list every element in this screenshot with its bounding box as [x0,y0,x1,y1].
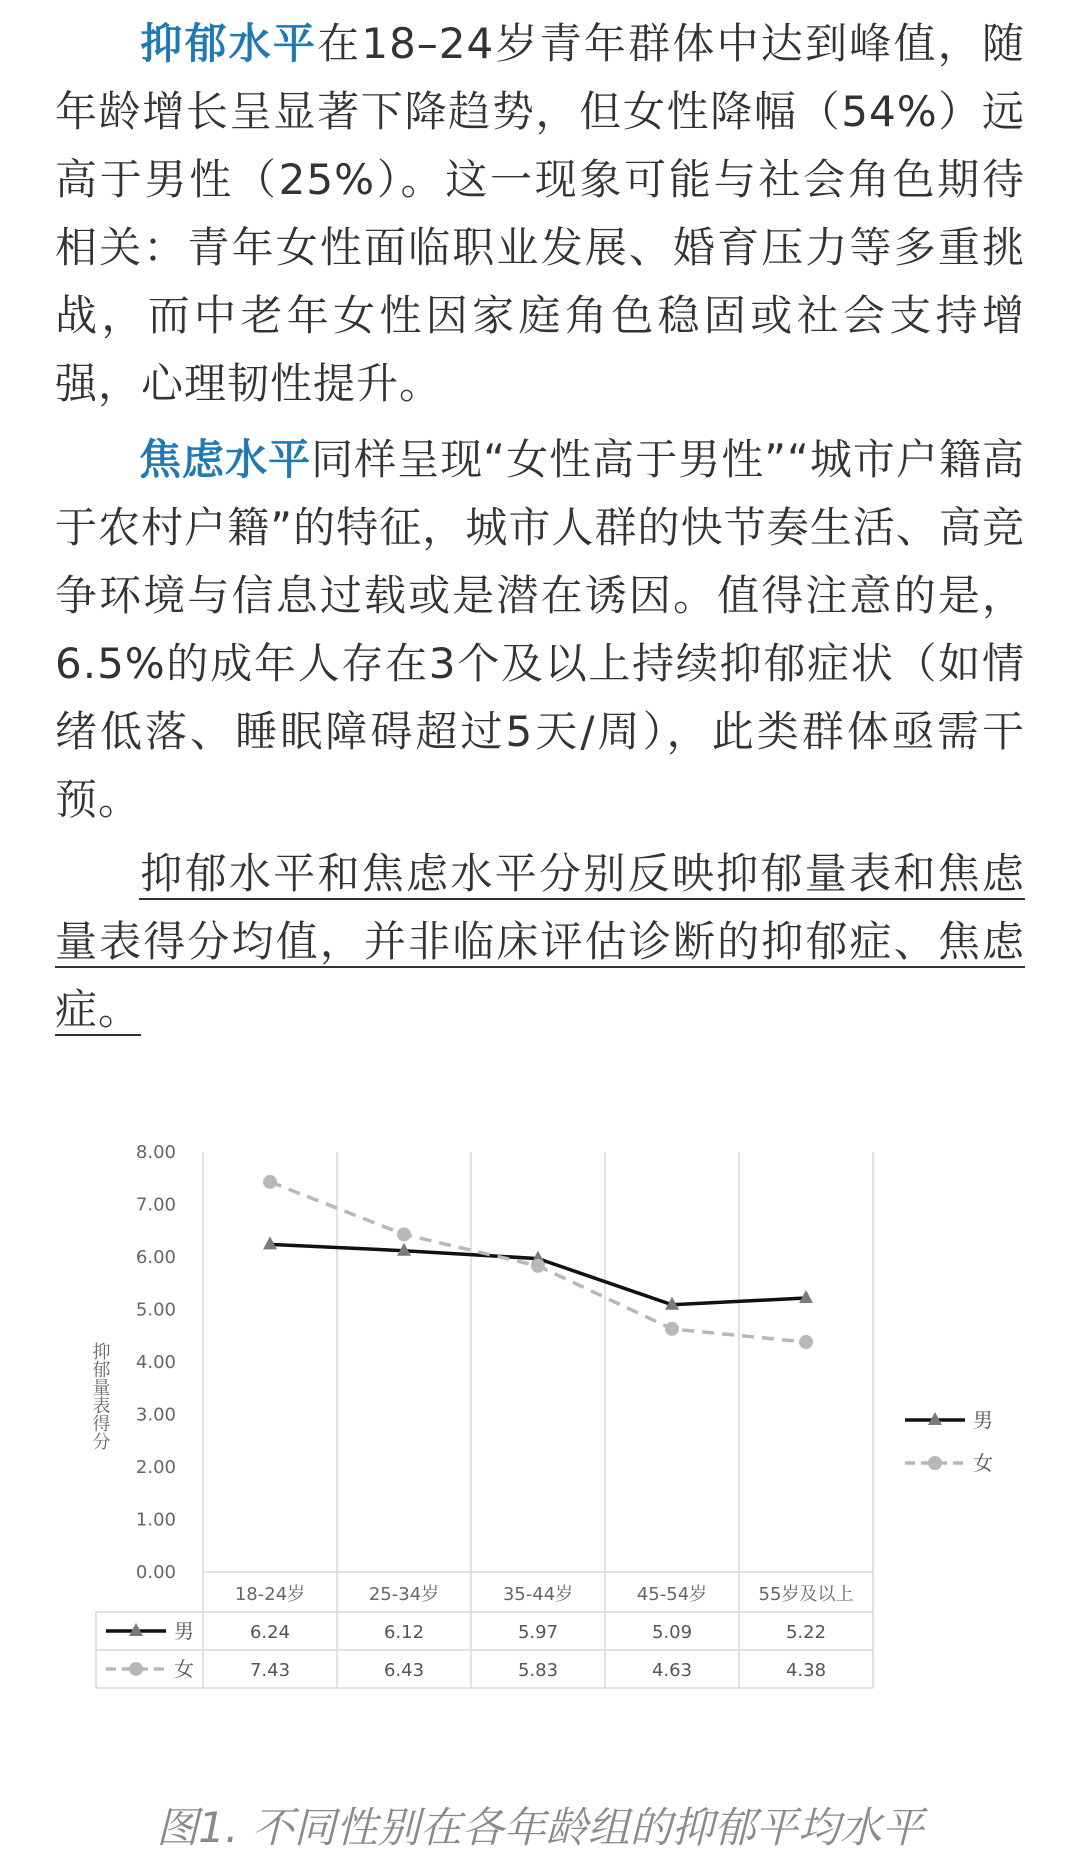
y-tick-label: 7.00 [135,1194,176,1216]
paragraph-depression-body: 在18–24岁青年群体中达到峰值，随年龄增长呈显著下降趋势，但女性降幅（54%）远高于男性（25%）。这一现象可能与社会角色期待相关：青年女性面临职业发展、婚育压力等多重挑战，而中老年女性因家庭角色稳固或社会支持增强，心理韧性提升。 [55,19,1025,408]
x-tick-label: 55岁及以上 [758,1584,854,1605]
definition-note [55,840,1025,1044]
x-tick-label: 35-44岁 [502,1584,574,1605]
data-point-female [799,1335,813,1349]
data-point-female [665,1322,679,1336]
table-cell-value: 5.97 [517,1622,559,1643]
definition-note-text: 抑郁水平和焦虑水平分别反映抑郁量表和焦虑量表得分均值，并非临床评估诊断的抑郁症、焦虑症。 [55,849,1025,1034]
table-cell-value: 6.24 [249,1622,291,1643]
table-cell-value: 5.09 [651,1622,693,1643]
paragraph-anxiety-body: 同样呈现“女性高于男性”“城市户籍高于农村户籍”的特征，城市人群的快节奏生活、高竞争环境与信息过载或是潜在诱因。值得注意的是，6.5%的成年人存在3个及以上持续抑郁症状（如情绪低落、睡眠障碍超过5天/周），此类群体亟需干预。 [55,435,1025,824]
x-tick-label: 45-54岁 [636,1584,708,1605]
table-cell-value: 4.63 [651,1660,693,1681]
table-cell-value: 6.12 [383,1622,425,1643]
paragraph-depression [55,10,1025,418]
data-point-female [397,1227,411,1241]
y-tick-label: 3.00 [135,1404,176,1426]
term-anxiety: 焦虑水平 [139,435,312,484]
x-tick-label: 25-34岁 [368,1584,440,1605]
y-tick-label: 8.00 [135,1142,176,1163]
table-cell-value: 7.43 [249,1660,291,1681]
table-row-name: 男 [174,1619,194,1643]
figure-caption: 图1. 不同性别在各年龄组的抑郁平均水平 [156,1803,924,1852]
paragraph-anxiety [55,426,1025,834]
legend-label: 男 [973,1408,993,1432]
term-depression: 抑郁水平 [139,19,318,68]
y-tick-label: 1.00 [135,1509,176,1531]
y-tick-label: 0.00 [135,1562,176,1583]
legend-marker [928,1456,942,1470]
data-point-female [531,1259,545,1273]
depression-by-age-chart [0,1120,1080,1790]
table-cell-value: 5.22 [785,1622,827,1643]
table-row-marker [129,1662,143,1676]
y-tick-label: 5.00 [135,1299,176,1321]
y-tick-label: 2.00 [135,1457,176,1478]
table-cell-value: 4.38 [785,1660,827,1681]
legend-label: 女 [973,1451,993,1475]
y-tick-label: 4.00 [135,1352,176,1373]
table-row-name: 女 [174,1657,194,1681]
data-point-female [263,1175,277,1189]
table-cell-value: 6.43 [383,1660,425,1681]
y-axis-label: 抑郁量表得分 [89,1342,111,1450]
y-tick-label: 6.00 [135,1247,176,1268]
x-tick-label: 18-24岁 [234,1584,306,1605]
table-cell-value: 5.83 [517,1660,559,1681]
